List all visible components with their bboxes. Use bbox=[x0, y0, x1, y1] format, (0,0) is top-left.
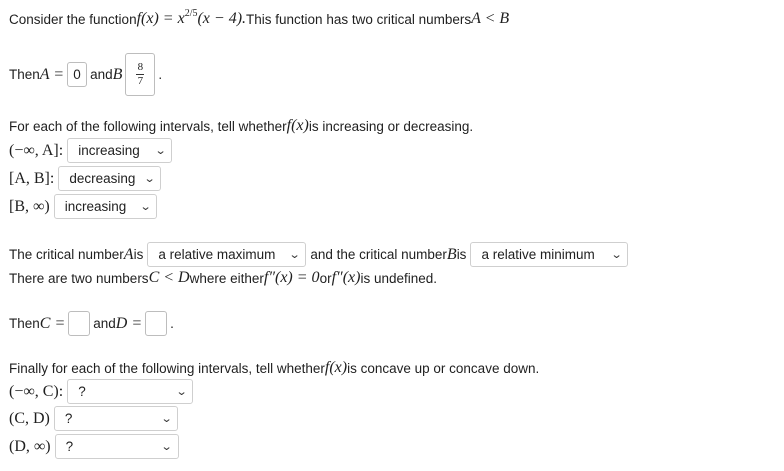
interval-label: (C, D) bbox=[9, 409, 50, 427]
D-input[interactable] bbox=[145, 311, 167, 336]
B-input[interactable] bbox=[125, 53, 155, 96]
chevron-down-icon: ⌄ bbox=[175, 386, 188, 398]
and-text: and bbox=[90, 67, 113, 82]
intro-text-2: This function has two critical numbers bbox=[246, 11, 472, 27]
classification-row: The critical number A is a relative maximum ⌄ and the critical number B is a relative minimum ⌄ bbox=[9, 242, 628, 267]
interval-label: (−∞, C): bbox=[9, 382, 64, 400]
B-classification-select[interactable]: a relative minimum ⌄ bbox=[470, 242, 628, 267]
incdec-select-2[interactable]: decreasing ⌄ bbox=[58, 166, 161, 191]
chevron-down-icon: ⌄ bbox=[610, 249, 623, 261]
chevron-down-icon: ⌄ bbox=[139, 201, 152, 213]
intro-text: Consider the function bbox=[9, 11, 137, 27]
B-label: B bbox=[112, 65, 123, 83]
then-text: Then bbox=[9, 67, 40, 82]
incdec-select-1[interactable]: increasing ⌄ bbox=[67, 138, 172, 163]
C-input[interactable] bbox=[68, 311, 90, 336]
B-fraction: $\frac{8}{7}$ bbox=[137, 61, 144, 87]
interval-label: (−∞, A]: bbox=[9, 141, 64, 159]
inflection-answers-row: Then C = and D = . bbox=[9, 311, 174, 336]
incdec-row-3 bbox=[9, 194, 157, 219]
concavity-select-1[interactable]: ? ⌄ bbox=[67, 379, 193, 404]
chevron-down-icon: ⌄ bbox=[161, 441, 174, 453]
A-input[interactable]: 0 bbox=[67, 62, 87, 87]
incdec-question: For each of the following intervals, tell whether f(x) is increasing or decreasing. bbox=[9, 117, 474, 134]
critical-answers-row: Then A = 0 and B $\frac{8}{7}$ . bbox=[9, 53, 162, 96]
incdec-row-1 bbox=[9, 138, 172, 163]
function-statement bbox=[9, 10, 509, 28]
function-expression: $f(x) = x^{2/5}(x - 4)$. bbox=[136, 8, 247, 27]
inflection-statement: There are two numbers C < D where either f″(x) = 0 or f″(x) is undefined. bbox=[9, 269, 438, 286]
chevron-down-icon: ⌄ bbox=[143, 173, 156, 185]
chevron-down-icon: ⌄ bbox=[288, 249, 301, 261]
chevron-down-icon: ⌄ bbox=[160, 413, 173, 425]
interval-label: [A, B]: bbox=[9, 169, 55, 187]
critical-numbers-label: A < B bbox=[471, 10, 510, 27]
concavity-question: Finally for each of the following intervals, tell whether f(x) is concave up or concave down. bbox=[9, 359, 540, 376]
interval-label: [B, ∞) bbox=[9, 197, 50, 215]
concavity-select-3[interactable]: ? ⌄ bbox=[55, 434, 179, 459]
interval-label: (D, ∞) bbox=[9, 437, 51, 455]
chevron-down-icon: ⌄ bbox=[154, 145, 167, 157]
concavity-select-2[interactable]: ? ⌄ bbox=[54, 406, 178, 431]
A-label: A = bbox=[39, 65, 65, 83]
incdec-select-3[interactable]: increasing ⌄ bbox=[54, 194, 157, 219]
concavity-row-1 bbox=[9, 379, 193, 404]
incdec-row-2 bbox=[9, 166, 161, 191]
concavity-row-2 bbox=[9, 406, 178, 431]
A-classification-select[interactable]: a relative maximum ⌄ bbox=[147, 242, 306, 267]
concavity-row-3 bbox=[9, 434, 179, 459]
